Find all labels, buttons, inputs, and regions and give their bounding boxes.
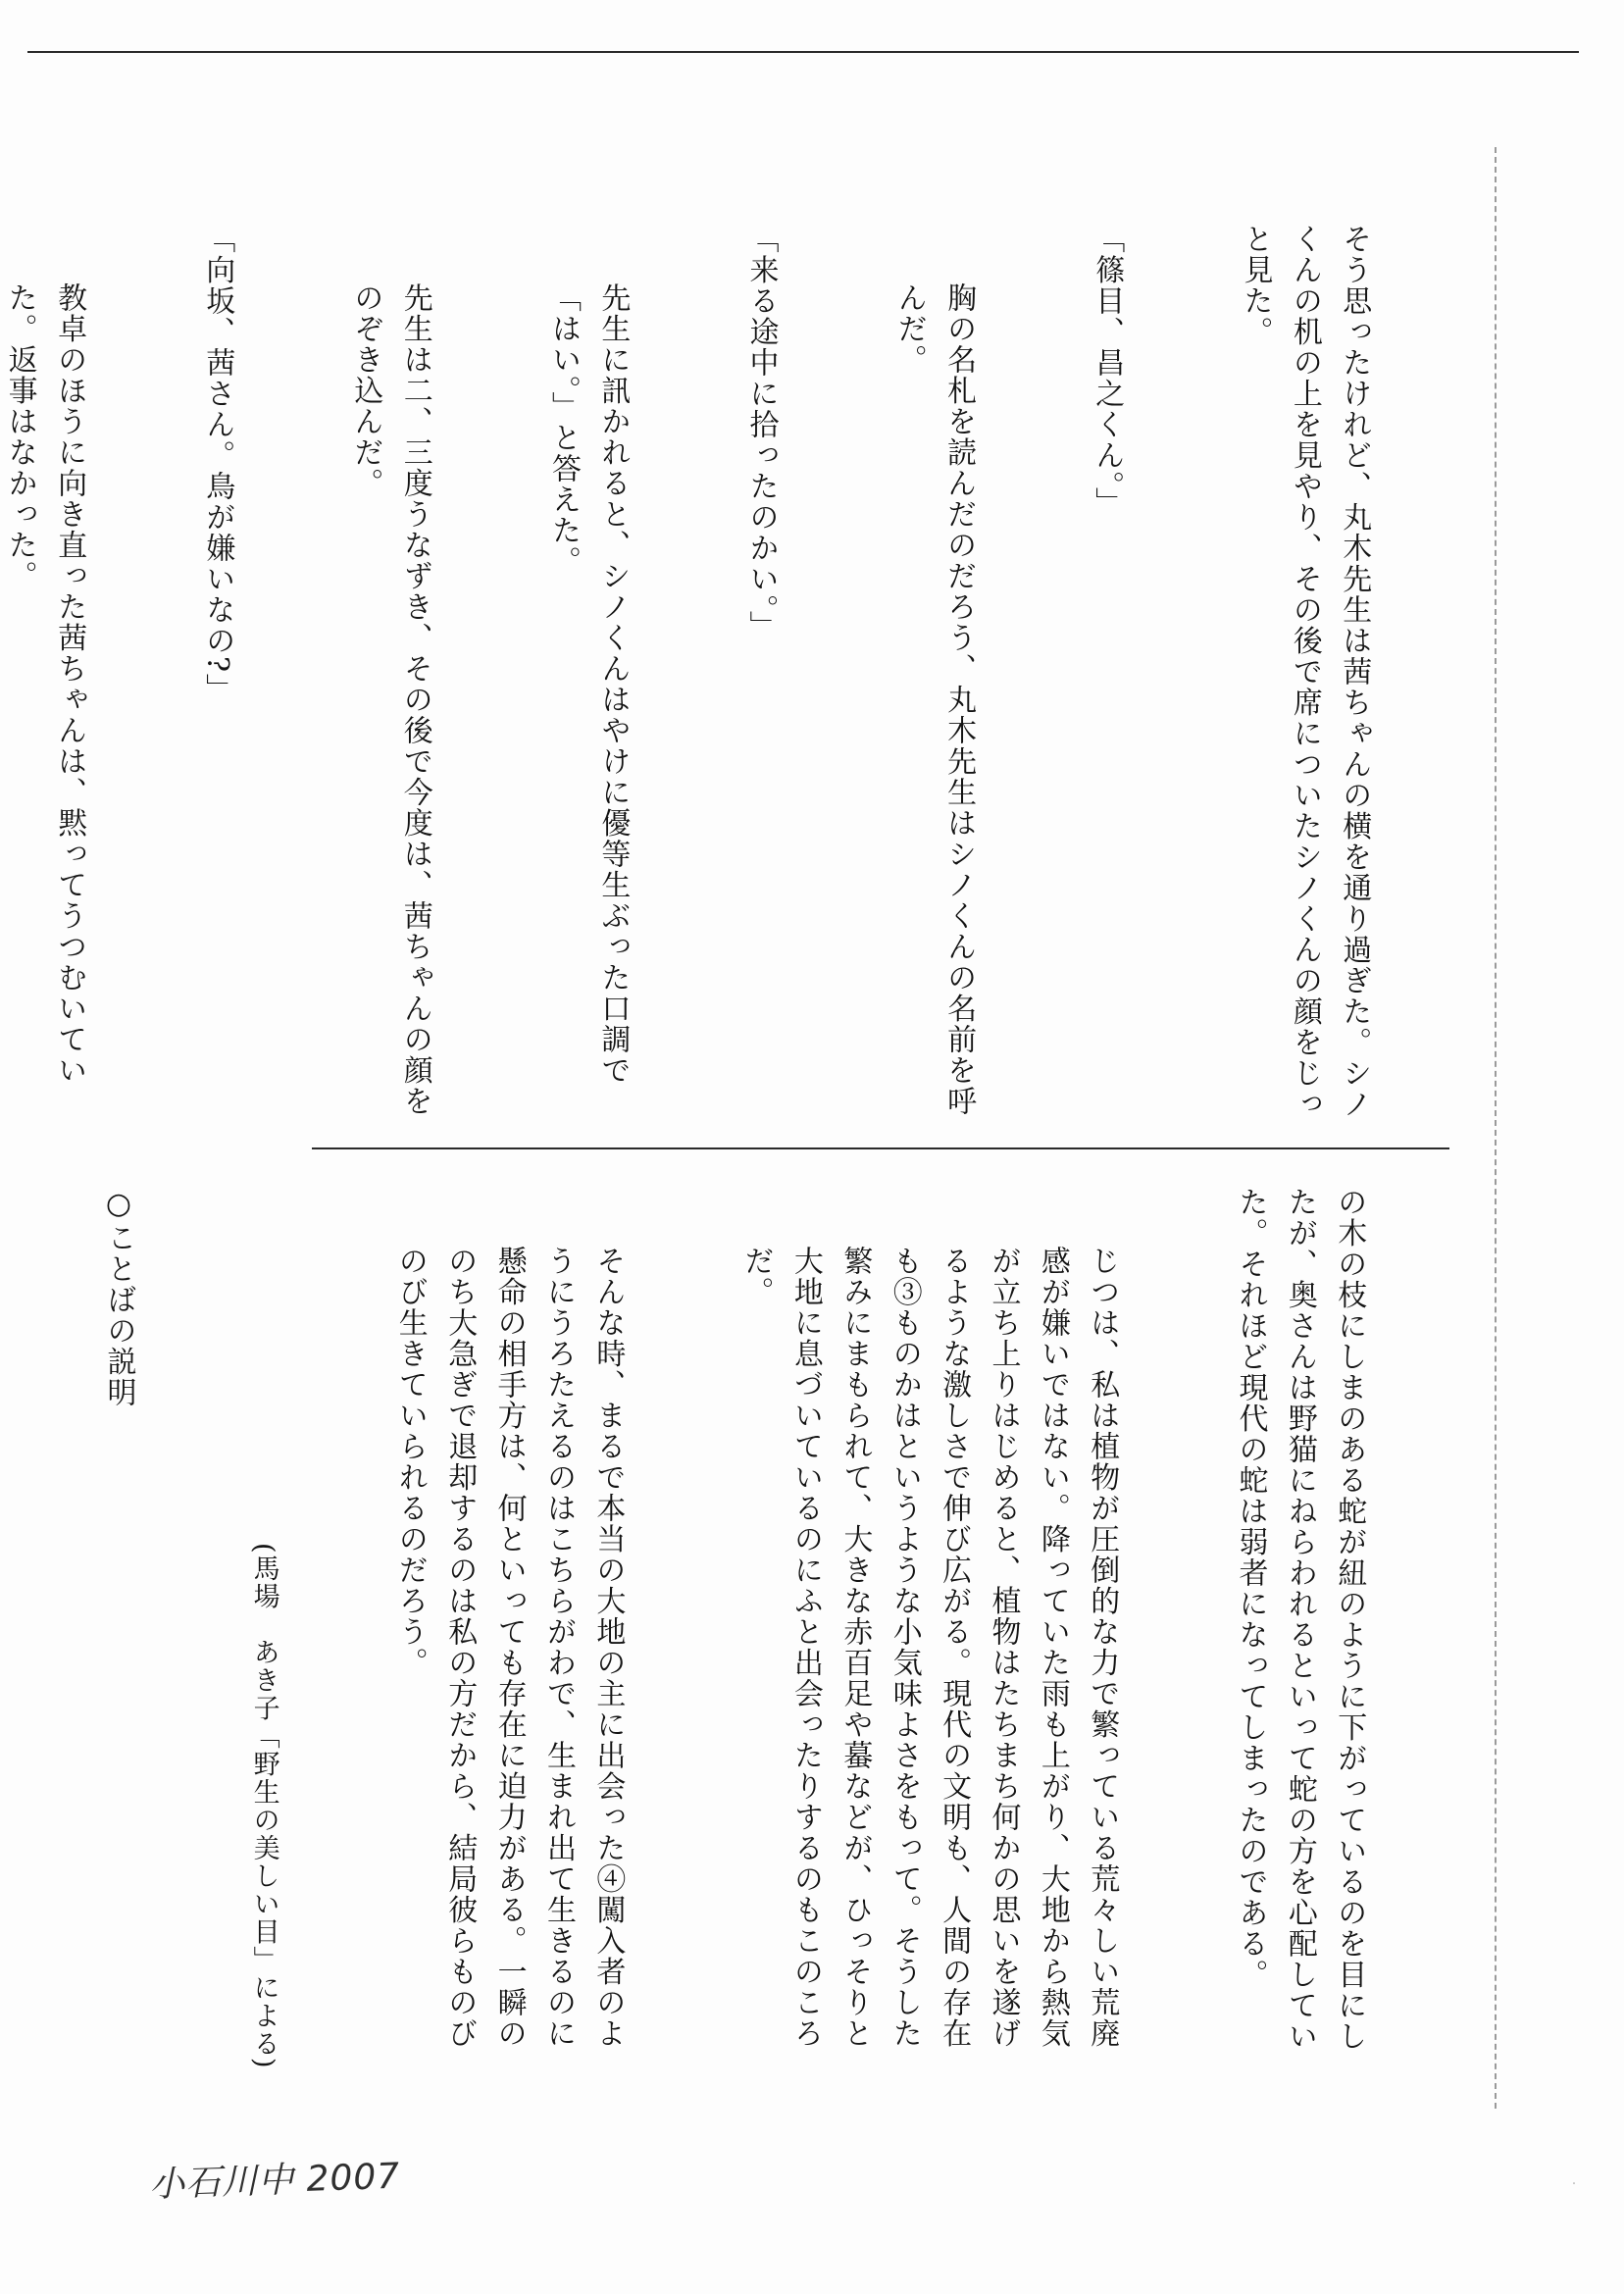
passage-paragraph: 教卓のほうに向き直った茜ちゃんは、黙ってうつむいていた。返事はなかった。 — [2, 282, 87, 1086]
passage-paragraph: じつは、私は植物が圧倒的な力で繁っている荒々しい荒廃感が嫌いではない。降っていた雨も上がり、大地から熱気が立ち上りはじめると、植物はたちまち何かの思いを遂げるような激しさで伸び広がる。現代の文明も、人間の存在も③ものかはというような小気味よさをもって。そうした繁みにまもられて、大きな赤百足や蟇などが、ひっそりと大地に息づいているのにふと出会ったりするのもこのころだ。 — [738, 1246, 1120, 2049]
upper-text-block — [0, 224, 1477, 1126]
passage-paragraph: 先生は二、三度うなずき、その後で今度は、茜ちゃんの顔をのぞき込んだ。 — [348, 282, 432, 1117]
scan-speck: ・ — [1569, 2179, 1579, 2190]
passage-paragraph: 胸の名札を読んだのだろう、丸木先生はシノくんの名前を呼んだ。 — [891, 282, 977, 1117]
passage-paragraph: 先生に訊かれると、シノくんはやけに優等生ぶった口調で「はい。」と答えた。 — [545, 282, 631, 1086]
handwritten-school-year: 小石川中 2007 — [148, 2156, 401, 2206]
dialogue-line: 「篠目、昌之くん。」 — [1090, 224, 1125, 518]
source-citation: (馬場 あき子「野生の美しい目」による) — [248, 1542, 279, 2069]
passage-paragraph: の木の枝にしまのある蛇が紐のように下がっているのを目にしたが、奥さんは野猫にねらわれるといって蛇の方を心配していた。それほど現代の蛇は弱者になってしまったのである。 — [1233, 1187, 1367, 2052]
glossary-title: ○ことばの説明 — [101, 1187, 136, 1408]
passage-paragraph: そんな時、まるで本当の大地の主に出会った④闖入者のようにうろたえるのはこちらがわで、生まれ出て生きるのに懸命の相手方は、何といっても存在に迫力がある。一瞬ののち大急ぎで退却するのは私の方だから、結局彼らものびのび生きていられるのだろう。 — [392, 1246, 626, 2049]
dialogue-line: 「向坂、茜さん。鳥が嫌いなの?」 — [200, 224, 235, 705]
dialogue-line: 「来る途中に拾ったのかい。」 — [743, 224, 779, 641]
fold-line — [1495, 147, 1497, 2109]
passage-paragraph: そう思ったけれど、丸木先生は茜ちゃんの横を通り過ぎた。シノくんの机の上を見やり、その後で席についたシノくんの顔をじっと見た。 — [1238, 224, 1372, 1120]
top-rule — [27, 51, 1579, 53]
lower-text-block — [0, 1187, 1472, 2069]
middle-rule — [312, 1147, 1449, 1149]
